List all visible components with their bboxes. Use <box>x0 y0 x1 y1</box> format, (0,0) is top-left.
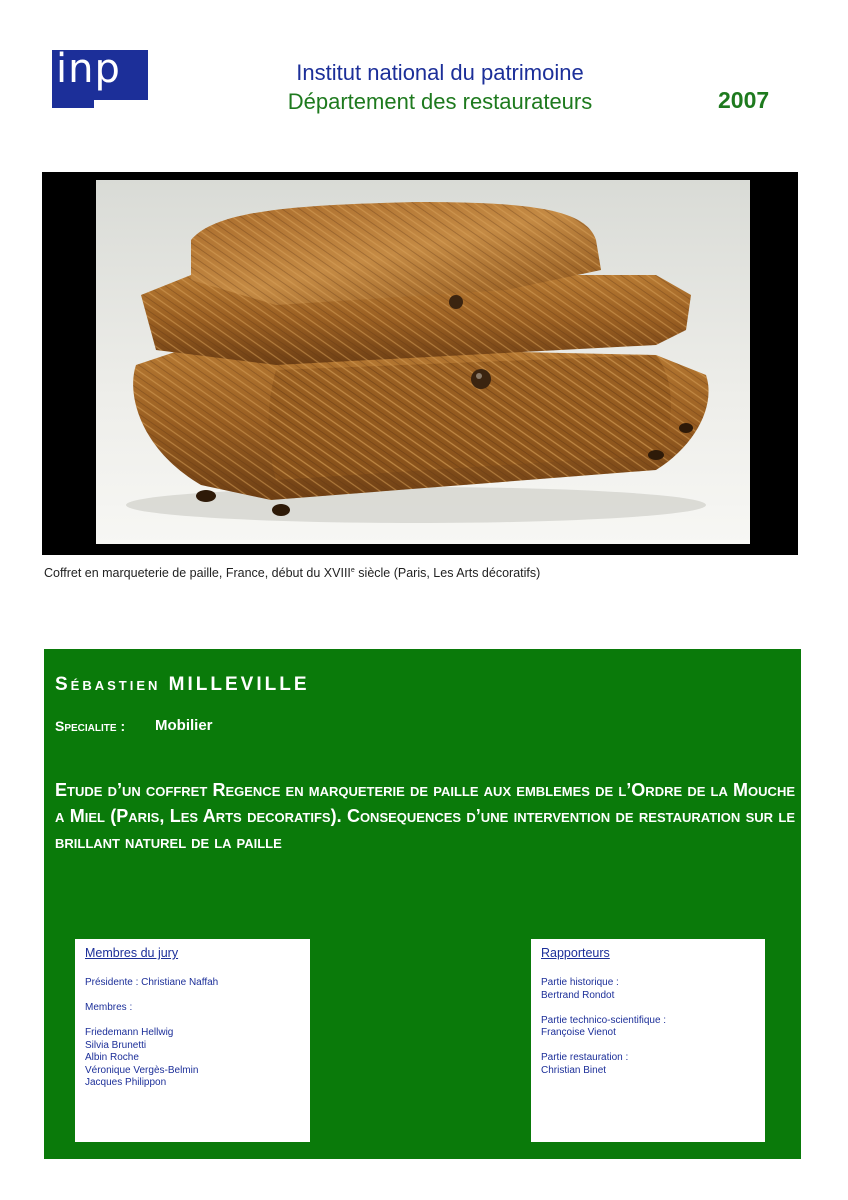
department-name: Département des restaurateurs <box>287 89 593 114</box>
logo-notch <box>52 100 94 108</box>
scientifique-name: Françoise Vienot <box>541 1027 616 1038</box>
jury-president: Présidente : Christiane Naffah <box>85 977 219 988</box>
scientifique-label: Partie technico-scientifique : <box>541 1014 667 1026</box>
jury-member: Albin Roche <box>85 1052 139 1063</box>
jury-member: Jacques Philippon <box>85 1077 167 1088</box>
historique-name: Bertrand Rondot <box>541 989 615 1001</box>
coffret-photo <box>96 180 750 544</box>
jury-member: Friedemann Hellwig <box>85 1027 174 1038</box>
coffret-illustration <box>96 180 750 544</box>
logo-text: inp <box>56 46 121 92</box>
restauration-name: Christian Binet <box>541 1064 607 1076</box>
specialty-value: Mobilier <box>155 717 213 734</box>
thesis-panel <box>44 649 801 1159</box>
caption-text: Coffret en marqueterie de paille, France, début du XVIII <box>44 566 351 580</box>
jury-body <box>85 977 305 1090</box>
rapporteurs-body <box>541 977 761 1077</box>
caption-superscript: e <box>350 566 355 574</box>
jury-title: Membres du jury <box>85 946 179 960</box>
photo-caption <box>44 566 540 580</box>
rapporteurs-box <box>531 939 765 1142</box>
jury-member: Véronique Vergès-Belmin <box>85 1064 199 1076</box>
caption-text-end: siècle (Paris, Les Arts décoratifs) <box>354 566 541 580</box>
jury-box <box>75 939 310 1142</box>
rapporteurs-title: Rapporteurs <box>541 946 610 960</box>
year: 2007 <box>718 87 770 113</box>
author-name: Sébastien MILLEVILLE <box>55 674 310 695</box>
specialty-label: Specialite : <box>55 718 126 734</box>
inp-logo <box>52 46 148 100</box>
historique-label: Partie historique : <box>541 977 619 988</box>
thesis-title: Etude d’un coffret Regence en marqueterie de paille aux emblemes de l’Ordre de la Mouche a Miel (Paris, Les Arts decoratifs). Consequences d’une intervention de restauration sur le brillant naturel de la paille <box>55 780 795 852</box>
jury-members-label: Membres : <box>85 1002 133 1013</box>
jury-member: Silvia Brunetti <box>85 1039 147 1051</box>
restauration-label: Partie restauration : <box>541 1052 629 1063</box>
institution-name: Institut national du patrimoine <box>296 60 584 85</box>
